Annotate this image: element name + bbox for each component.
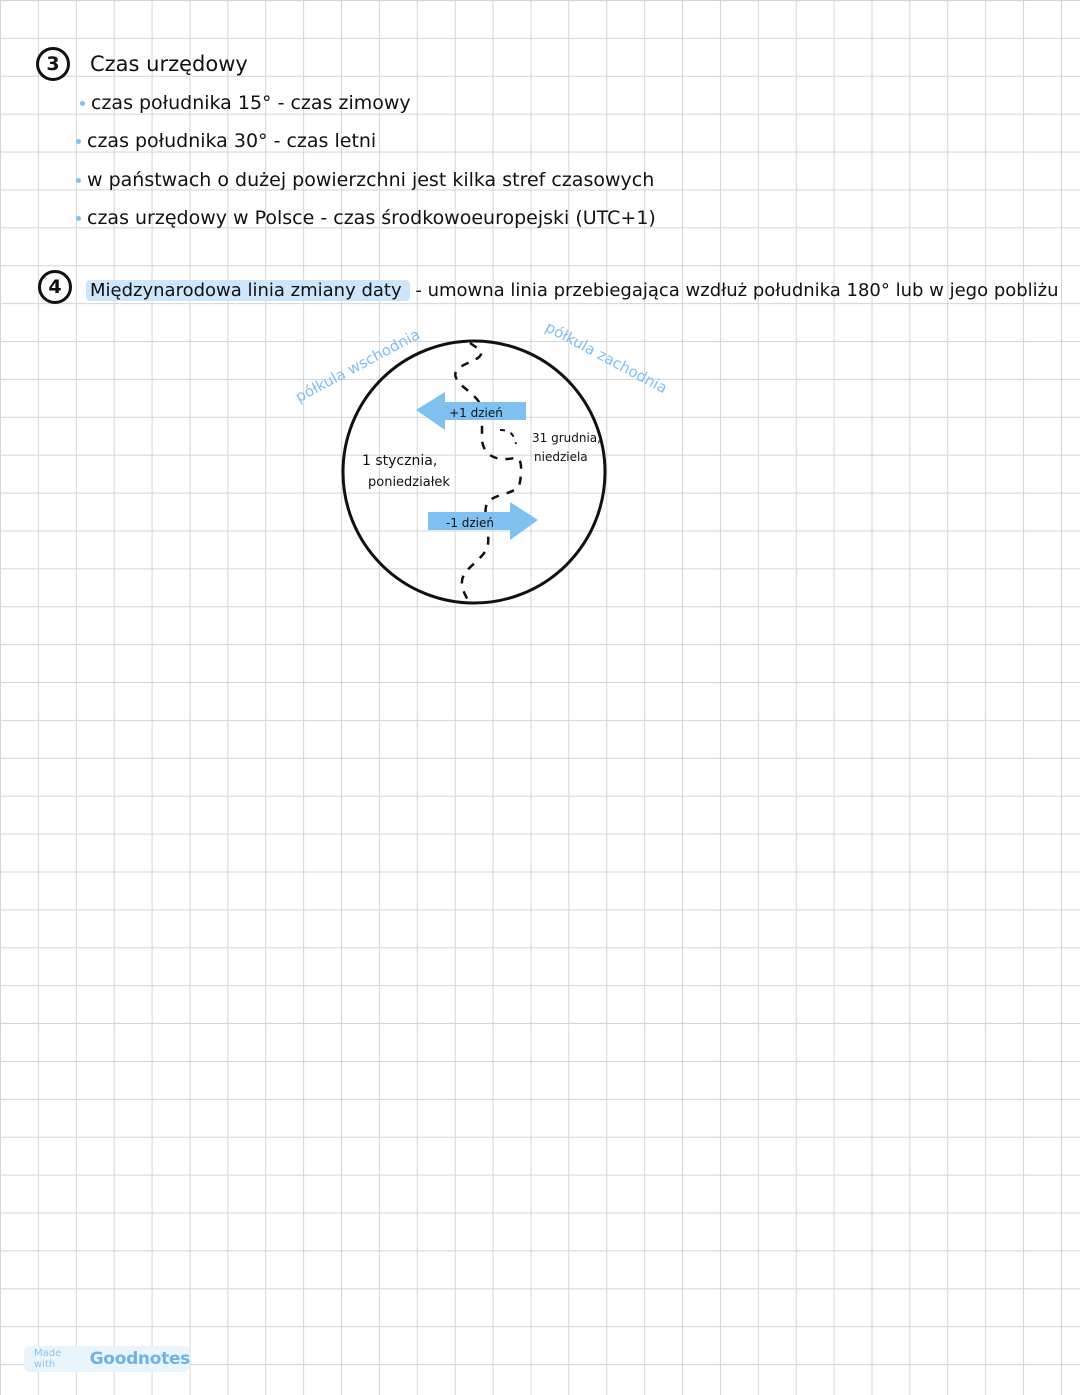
section-4-number: 4 [48,276,62,298]
label-east-text: półkula wschodnia [292,325,423,406]
date-line-diagram [0,0,1080,620]
bullet-text: czas urzędowy w Polsce - czas środkowoeuropejski (UTC+1) [87,207,656,229]
watermark-prefix: Made with [34,1348,62,1370]
goodnotes-watermark [24,1346,190,1372]
section-4-term: Międzynarodowa linia zmiany daty [86,280,410,301]
label-east-hemisphere [292,325,423,406]
left-date-line2: poniedziałek [368,475,450,490]
right-date-line1: 31 grudnia, [532,431,601,445]
goodnotes-logo: Goodnotes [89,1349,190,1369]
left-date-line1: 1 stycznia, [362,453,438,469]
bullet-text: czas południka 15° - czas zimowy [91,92,411,114]
section-4-definition: - umowna linia przebiegająca wzdłuż południka 180° lub w jego pobliżu [415,280,1059,301]
globe-circle [343,341,605,603]
bullet-text: w państwach o dużej powierzchni jest kilka stref czasowych [87,169,655,191]
right-date-line2: niedziela [534,450,588,464]
section-3-title: Czas urzędowy [90,52,248,76]
label-west-text: półkula zachodnia [542,317,671,398]
arrow-bottom-label: -1 dzień [445,516,495,530]
label-west-hemisphere [542,318,670,397]
dashed-bracket [500,430,516,444]
bullet-text: czas południka 30° - czas letni [87,130,377,152]
date-line-dashed [455,343,521,602]
section-3-number: 3 [46,53,60,75]
arrow-top-label: +1 dzień [449,406,503,420]
